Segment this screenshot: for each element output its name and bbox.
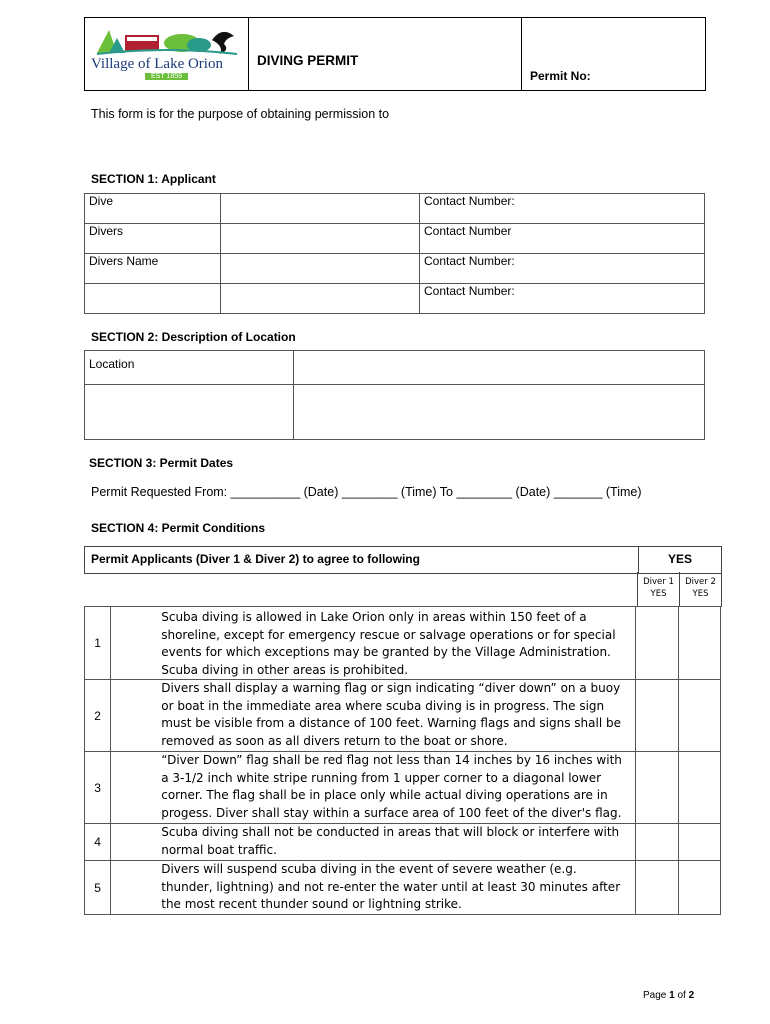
table-row — [85, 680, 721, 752]
diver1-check[interactable] — [636, 824, 678, 861]
table-row — [85, 194, 705, 224]
of-word: of — [677, 990, 686, 1001]
conditions-header-text: Permit Applicants (Diver 1 & Diver 2) to agree to following — [91, 552, 420, 566]
diver-subheader — [637, 572, 722, 607]
title-cell — [249, 18, 522, 90]
applicant-label-4 — [85, 284, 221, 314]
location-input-1[interactable] — [294, 351, 705, 385]
diver1-col-header — [638, 576, 679, 600]
condition-text: Divers will suspend scuba diving in the event of severe weather (e.g. thunder, lightning) and not re-enter the water until at least 30 minutes after the most recent thunder sound or lightning strike. — [111, 861, 636, 915]
diver1-check[interactable] — [636, 680, 678, 752]
conditions-table — [84, 606, 721, 915]
diver2-check[interactable] — [678, 752, 720, 824]
table-row — [85, 224, 705, 254]
contact-label-1: Contact Number: — [420, 194, 705, 224]
condition-text: Scuba diving is allowed in Lake Orion only in areas within 150 feet of a shoreline, except for emergency rescue or salvage operations or for special events for which exceptions may be granted by the Village Administration. Scuba diving in other areas is prohibited. — [111, 607, 636, 680]
applicant-label-1: Dive — [85, 194, 221, 224]
intro-line: This form is for the purpose of obtaining permission to — [91, 107, 390, 121]
table-row — [85, 254, 705, 284]
condition-text: Scuba diving shall not be conducted in areas that will block or interfere with normal boat traffic. — [111, 824, 636, 861]
applicant-input-4[interactable] — [221, 284, 420, 314]
table-row — [85, 351, 705, 385]
contact-label-4: Contact Number: — [420, 284, 705, 314]
applicant-table — [84, 193, 705, 314]
applicant-input-3[interactable] — [221, 254, 420, 284]
diver1-check[interactable] — [636, 607, 678, 680]
page-total: 2 — [688, 990, 695, 1001]
location-table — [84, 350, 705, 440]
location-label-2 — [85, 385, 294, 440]
diver1-yes: YES — [650, 589, 667, 599]
location-input-2[interactable] — [294, 385, 705, 440]
section3-heading: SECTION 3: Permit Dates — [89, 456, 234, 470]
logo-text: Village of Lake Orion — [91, 56, 223, 72]
table-row — [85, 385, 705, 440]
yes-header: YES — [667, 552, 692, 566]
diver1-check[interactable] — [636, 861, 678, 915]
diver2-col-header — [680, 576, 721, 600]
intro-text — [91, 105, 691, 123]
permit-dates-line: Permit Requested From: __________ (Date) ________ (Time) To ________ (Date) _______ (Time) — [91, 485, 642, 499]
diver1-check[interactable] — [636, 752, 678, 824]
page-footer — [643, 990, 694, 1001]
table-row — [85, 284, 705, 314]
section2-heading: SECTION 2: Description of Location — [91, 330, 296, 344]
table-row — [85, 861, 721, 915]
logo-est: EST 1859 — [145, 73, 188, 80]
condition-text: “Diver Down” flag shall be red flag not less than 14 inches by 16 inches with a 3-1/2 inch white stripe running from 1 upper corner to a diagonal lower corner. The flag shall be in place only while actual diving operations are in progess. Diver shall stay within a surface area of 100 feet of the diver's flag. — [111, 752, 636, 824]
condition-number: 4 — [85, 824, 111, 861]
condition-number: 5 — [85, 861, 111, 915]
applicant-label-2: Divers — [85, 224, 221, 254]
diver2-check[interactable] — [678, 824, 720, 861]
section4-heading: SECTION 4: Permit Conditions — [91, 521, 266, 535]
contact-label-2: Contact Number — [420, 224, 705, 254]
location-label-1: Location — [85, 351, 294, 385]
page-number: 1 — [669, 990, 675, 1001]
diver2-check[interactable] — [678, 861, 720, 915]
applicant-input-1[interactable] — [221, 194, 420, 224]
diver2-check[interactable] — [678, 607, 720, 680]
table-row — [85, 824, 721, 861]
contact-label-3: Contact Number: — [420, 254, 705, 284]
table-row — [85, 752, 721, 824]
header-box — [84, 17, 706, 91]
logo-cell — [85, 18, 249, 90]
conditions-header-row — [84, 546, 722, 574]
condition-text: Divers shall display a warning flag or sign indicating “diver down” on a buoy or boat in the immediate area where scuba diving is in progress. The sign must be visible from a distance of 100 feet. Warning flags and signs shall be removed as soon as all divers return to the boat or shore. — [111, 680, 636, 752]
diver2-check[interactable] — [678, 680, 720, 752]
applicant-label-3: Divers Name — [85, 254, 221, 284]
condition-number: 2 — [85, 680, 111, 752]
applicant-input-2[interactable] — [221, 224, 420, 254]
condition-number: 3 — [85, 752, 111, 824]
table-row — [85, 607, 721, 680]
section1-heading: SECTION 1: Applicant — [91, 172, 216, 186]
permit-number-label: Permit No: — [530, 69, 591, 83]
diver2-label: Diver 2 — [685, 577, 716, 587]
diver2-yes: YES — [692, 589, 709, 599]
diver1-label: Diver 1 — [643, 577, 674, 587]
condition-number: 1 — [85, 607, 111, 680]
page-word: Page — [643, 990, 667, 1001]
form-title: DIVING PERMIT — [257, 53, 359, 68]
